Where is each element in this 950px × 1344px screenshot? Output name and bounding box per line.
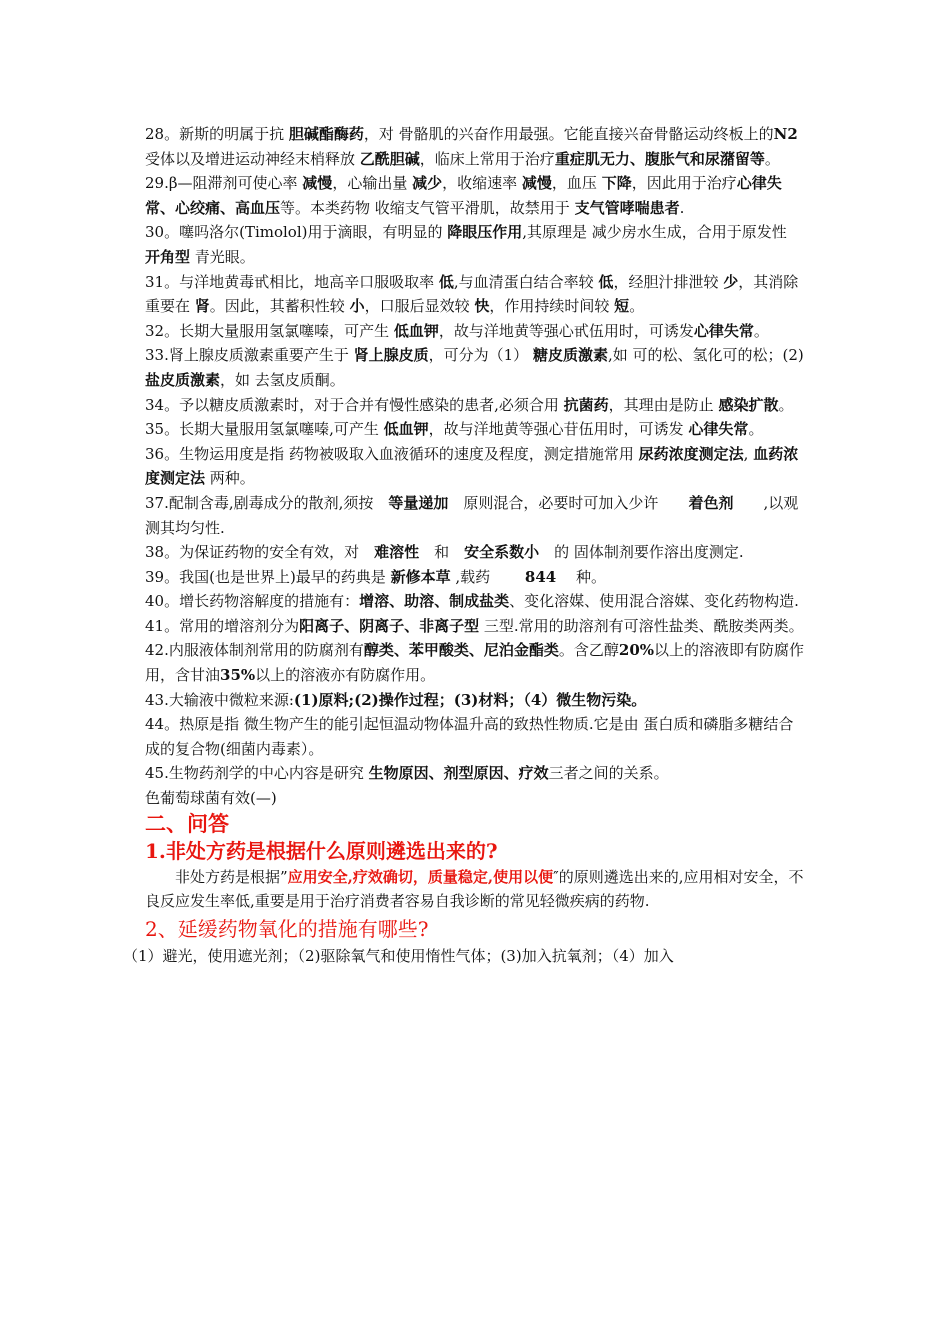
paragraph-text: .	[679, 198, 685, 217]
paragraph-text: 。	[764, 149, 780, 168]
paragraph-text: 39。我国(也是世界上)最早的药典是	[145, 567, 391, 586]
bold-answer-text: 肾	[194, 297, 210, 316]
paragraph-text: 青光眼。	[190, 247, 255, 266]
answer-paragraph	[145, 688, 805, 713]
bold-answer-text: 安全系数小	[464, 543, 540, 562]
bold-answer-text: 低血钾	[383, 420, 429, 439]
answer-paragraph	[145, 565, 805, 590]
paragraph-text: ，作用持续时间较	[489, 297, 615, 316]
answer-paragraph	[145, 270, 805, 319]
paragraph-text: ，如 去氢皮质酮。	[220, 370, 345, 389]
answer-paragraph	[145, 761, 805, 786]
bold-answer-text: 减少	[412, 174, 443, 193]
bold-answer-text: 20%	[618, 641, 655, 660]
paragraph-text: ，因此用于治疗	[631, 174, 737, 193]
answer-1-prefix: 非处方药是根据”	[175, 867, 288, 886]
answer-paragraph	[145, 540, 805, 565]
paragraph-text: 40。增长药物溶解度的措施有：	[145, 592, 360, 611]
document-body	[123, 122, 805, 968]
bold-answer-text: 开角型	[145, 247, 191, 266]
section-title: 二、问答	[145, 810, 229, 836]
bold-answer-text: 心律失常、心绞痛、高血压	[145, 174, 782, 217]
bold-answer-text: 胆碱酯酶药	[288, 125, 364, 143]
bold-answer-text: 低血钾	[393, 321, 439, 340]
paragraph-text: 。因此，其蓄积性较	[209, 297, 350, 316]
paragraph-text: 等。本类药物 收缩支气管平滑肌，故禁用于	[280, 198, 575, 217]
paragraph-text: ,与血清蛋白结合率较	[453, 272, 599, 291]
bold-answer-text: 抗菌药	[563, 395, 609, 414]
paragraph-text: 30。噻吗洛尔(Timolol)用于滴眼，有明显的	[145, 223, 448, 242]
bold-answer-text: 醇类、苯甲酸类、尼泊金酯类	[363, 641, 559, 660]
paragraph-text: 。含乙醇	[558, 641, 619, 660]
bold-answer-text: 减慢	[302, 174, 333, 193]
paragraph-text: ,如 可的松、氢化可的松；(2)	[607, 346, 804, 365]
answer-paragraph	[145, 614, 805, 639]
paragraph-text: 受体以及增进运动神经末梢释放	[145, 149, 360, 168]
answer-paragraph	[145, 220, 805, 269]
answer-paragraph	[145, 786, 805, 811]
bold-answer-text: 血药浓度测定法	[145, 444, 799, 488]
paragraph-text: ，经胆汁排泄较	[613, 272, 724, 291]
bold-answer-text: 感染扩散	[718, 395, 779, 414]
bold-answer-text: 等量递加	[388, 493, 449, 512]
answer-paragraph	[145, 712, 805, 761]
bold-answer-text: 盐皮质激素	[145, 370, 221, 389]
paragraph-text: 35。长期大量服用氢氯噻嗪,可产生	[145, 420, 384, 439]
fill-in-answers-list	[145, 122, 805, 811]
paragraph-text: 31。与洋地黄毒甙相比，地高辛口服吸取率	[145, 272, 439, 291]
bold-answer-text: 生物原因、剂型原因、疗效	[368, 764, 549, 783]
paragraph-text: ，收缩速率	[442, 174, 522, 193]
paragraph-text: ,	[743, 444, 754, 463]
bold-answer-text: 重症肌无力、腹胀气和尿潴留等	[554, 149, 765, 168]
answer-paragraph	[145, 589, 805, 614]
paragraph-text: 43.大输液中微粒来源:	[145, 690, 294, 709]
answer-paragraph	[145, 393, 805, 418]
paragraph-text: ，血压	[551, 174, 602, 193]
paragraph-text: 种。	[556, 567, 606, 586]
paragraph-text: 三者之间的关系。	[548, 764, 669, 783]
question-2-answer: （1）避光，使用遮光剂；（2)驱除氧气和使用惰性气体；(3)加入抗氧剂；（4）加入	[123, 946, 674, 965]
bold-answer-text: 着色剂	[688, 493, 734, 512]
paragraph-text: 色葡萄球菌有效(—)	[145, 789, 277, 808]
bold-answer-text: 少	[723, 272, 739, 291]
paragraph-text: ，心输出量	[332, 174, 413, 193]
bold-answer-text: 新修本草	[390, 567, 451, 586]
answer-paragraph	[145, 638, 805, 687]
bold-answer-text: 肾上腺皮质	[353, 346, 429, 365]
answer-paragraph	[145, 171, 805, 220]
paragraph-text: 38。为保证药物的安全有效，对	[145, 543, 375, 562]
answer-paragraph	[145, 343, 805, 392]
bold-answer-text: 35%	[220, 666, 256, 685]
bold-answer-text: 低	[438, 272, 454, 291]
paragraph-text: 34。予以糖皮质激素时，对于合并有慢性感染的患者,必须合用	[145, 395, 564, 414]
paragraph-text: ，可分为（1）	[428, 346, 533, 365]
bold-answer-text: 低	[598, 272, 614, 291]
paragraph-text: 37.配制含毒,剧毒成分的散剂,须按	[145, 493, 389, 512]
paragraph-text: 。	[778, 395, 794, 414]
bold-answer-text: 快	[474, 297, 490, 316]
question-1-answer	[145, 865, 805, 914]
paragraph-text: ，其消除重要在	[145, 272, 799, 316]
bold-answer-text: 短	[614, 297, 630, 316]
paragraph-text: 两种。	[205, 469, 255, 488]
paragraph-text: 、变化溶媒、使用混合溶媒、变化药物构造.	[509, 592, 799, 611]
bold-answer-text: (1)原料;(2)操作过程；(3)材料；（4）微生物污染。	[293, 690, 647, 709]
question-2-title: 2、延缓药物氧化的措施有哪些?	[145, 916, 429, 941]
bold-answer-text: 增溶、助溶、制成盐类	[359, 592, 510, 611]
bold-answer-text: 心律失常	[688, 420, 749, 439]
bold-answer-text: N2	[773, 125, 798, 143]
bold-answer-text: 844	[524, 567, 557, 586]
bold-answer-text: 下降	[601, 174, 632, 193]
paragraph-text: 。	[629, 297, 645, 316]
bold-answer-text: 乙酰胆碱	[359, 149, 420, 168]
answer-paragraph	[145, 319, 805, 344]
paragraph-text: 三型.常用的助溶剂有可溶性盐类、酰胺类两类。	[479, 616, 804, 635]
paragraph-text: ,其原理是 减少房水生成，合用于原发性	[522, 223, 787, 242]
paragraph-text: ,载药	[450, 567, 525, 586]
paragraph-text: ,以观测其均匀性.	[145, 493, 799, 537]
answer-paragraph	[145, 122, 805, 171]
paragraph-text: 。	[748, 420, 764, 439]
bold-answer-text: 阳离子、阴离子、非离子型	[299, 616, 480, 635]
paragraph-text: ，口服后显效较	[364, 297, 475, 316]
bold-answer-text: 降眼压作用	[447, 223, 523, 242]
bold-answer-text: 尿药浓度测定法	[638, 444, 744, 463]
paragraph-text: 以上的溶液即有防腐作用，含甘油	[145, 641, 805, 685]
answer-1-highlight: 应用安全,疗效确切，质量稳定,使用以便	[287, 867, 554, 886]
answer-paragraph	[145, 442, 805, 491]
answer-paragraph	[145, 417, 805, 442]
paragraph-text: 的 固体制剂要作溶出度测定.	[539, 543, 744, 562]
paragraph-text: 。	[753, 321, 769, 340]
bold-answer-text: 心律失常	[693, 321, 754, 340]
paragraph-text: ，故与洋地黄等强心甙伍用时，可诱发	[438, 321, 694, 340]
paragraph-text: 和	[419, 543, 465, 562]
paragraph-text: 以上的溶液亦有防腐作用。	[255, 666, 436, 685]
paragraph-text: 44。热原是指 微生物产生的能引起恒温动物体温升高的致热性物质.它是由 蛋白质和磷脂多糖结合成的复合物(细菌内毒素）。	[145, 715, 794, 758]
paragraph-text: 42.内服液体制剂常用的防腐剂有	[145, 641, 364, 660]
answer-paragraph	[145, 491, 805, 540]
bold-answer-text: 支气管哮喘患者	[574, 198, 680, 217]
paragraph-text: ，故与洋地黄等强心苷伍用时，可诱发	[428, 420, 689, 439]
paragraph-text: 36。生物运用度是指 药物被吸取入血液循环的速度及程度，测定措施常用	[145, 444, 639, 463]
paragraph-text: 45.生物药剂学的中心内容是研究	[145, 764, 369, 783]
paragraph-text: ，其理由是防止	[608, 395, 719, 414]
paragraph-text: ，对 骨骼肌的兴奋作用最强。它能直接兴奋骨骼运动终板上的	[363, 125, 774, 143]
bold-answer-text: 小	[349, 297, 365, 316]
bold-answer-text: 减慢	[521, 174, 552, 193]
paragraph-text: 28。新斯的明属于抗	[145, 125, 289, 143]
answer-1-suffix: ″的原则遴选出来的,应用相对安全，不良反应发生率低,重要是用于治疗消费者容易自我诊断的常见轻微疾病的药物.	[145, 867, 804, 911]
paragraph-text: 41。常用的增溶剂分为	[145, 616, 300, 635]
paragraph-text: 29.β—阻滞剂可使心率	[145, 174, 303, 193]
bold-answer-text: 糖皮质激素	[532, 346, 608, 365]
question-1-title: 1.非处方药是根据什么原则遴选出来的?	[145, 838, 498, 863]
paragraph-text: ，临床上常用于治疗	[419, 149, 555, 168]
paragraph-text: 32。长期大量服用氢氯噻嗪，可产生	[145, 321, 394, 340]
paragraph-text: 33.肾上腺皮质激素重要产生于	[145, 346, 354, 365]
paragraph-text: 原则混合，必要时可加入少许	[448, 493, 689, 512]
bold-answer-text: 难溶性	[374, 543, 420, 562]
